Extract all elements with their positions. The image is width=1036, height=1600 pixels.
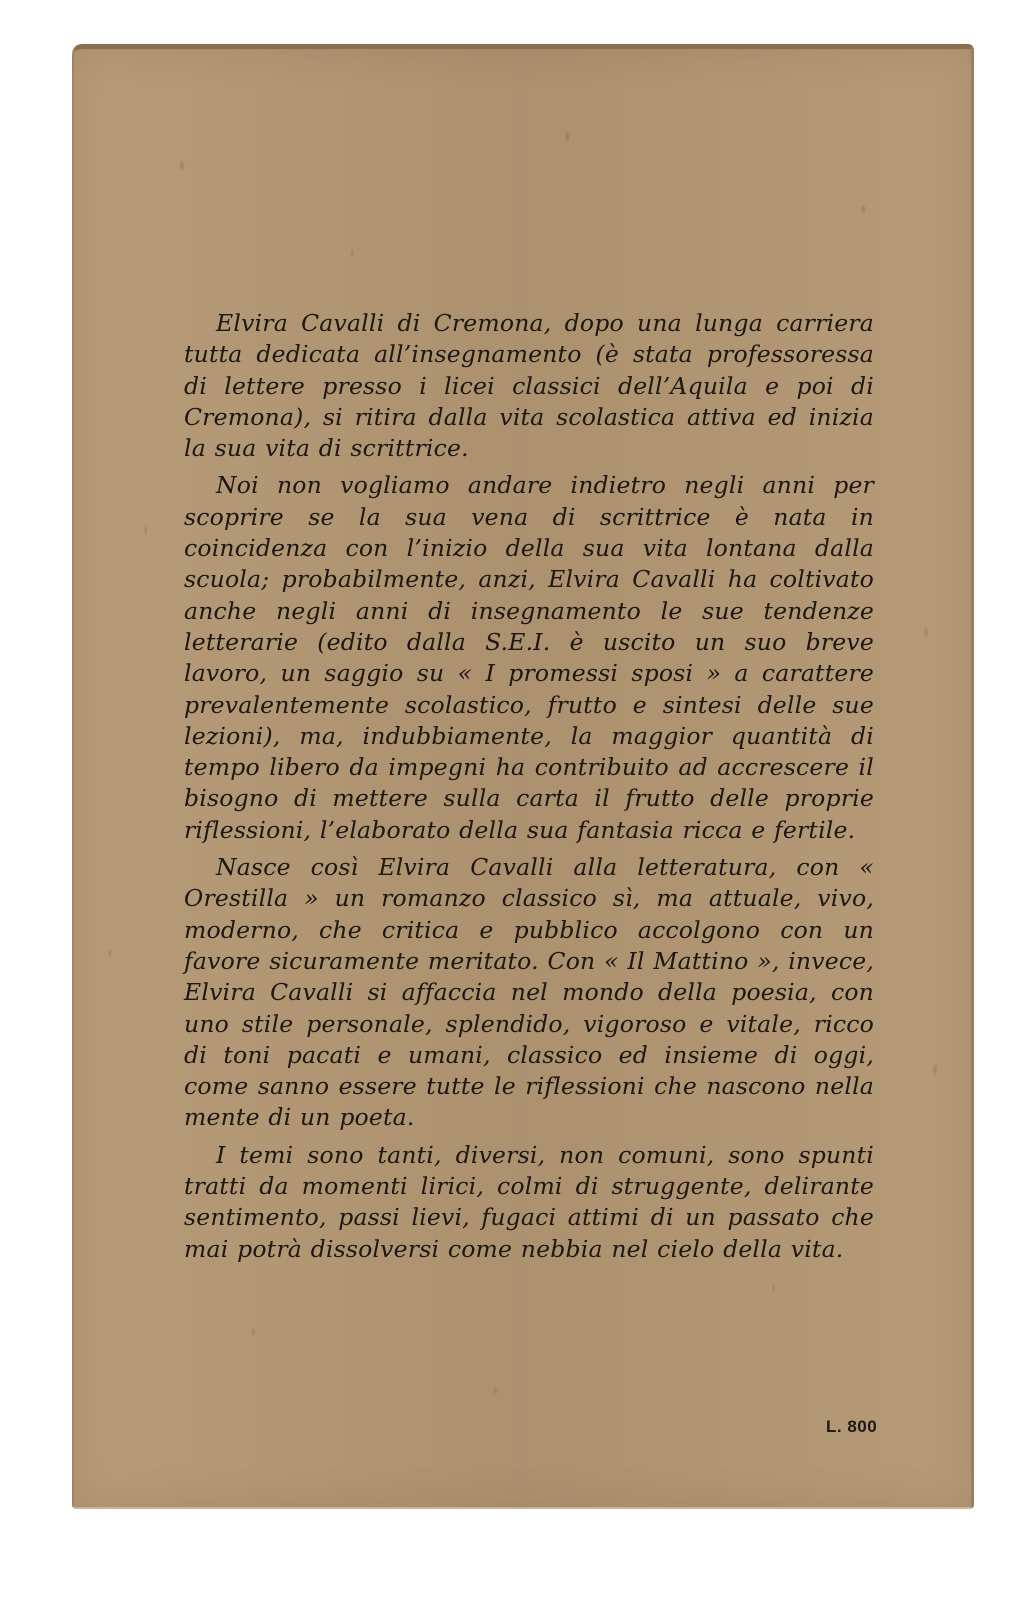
cover-blurb (184, 308, 874, 1265)
price-label: L. 800 (826, 1417, 878, 1436)
paragraph-biography: Elvira Cavalli di Cremona, dopo una lunga carriera tutta dedicata all’insegnamento (è stata professoressa di lettere presso i licei classici dell’Aquila e poi di Cremona), si ritira dalla vita scolastica attiva ed inizia la sua vita di scrittrice. (184, 309, 874, 463)
paragraph-works: Nasce così Elvira Cavalli alla letteratura, con « Orestilla » un romanzo classico sì, ma attuale, vivo, moderno, che critica e pubblico accolgono con un favore sicuramente meritato. Con « Il Mattino », invece, Elvira Cavalli si affaccia nel mondo della poesia, con uno stile personale, splendido, vigoroso e vitale, ricco di toni pacati e umani, classico ed insieme di oggi, come sanno essere tutte le riflessioni che nascono nella mente di un poeta. (184, 853, 874, 1132)
paragraph-themes: I temi sono tanti, diversi, non comuni, sono spunti tratti da momenti lirici, colmi di struggente, delirante sentimento, passi lievi, fugaci attimi di un passato che mai potrà dissolversi come nebbia nel cielo della vita. (184, 1140, 874, 1263)
paragraph-writing-origins: Noi non vogliamo andare indietro negli anni per scoprire se la sua vena di scrittrice è nata in coincidenza con l’inizio della sua vita lontana dalla scuola; probabilmente, anzi, Elvira Cavalli ha coltivato anche negli anni di insegnamento le sue tendenze letterarie (edito dalla S.E.I. è uscito un suo breve lavoro, un saggio su « I promessi sposi » a carattere prevalentemente scolastico, frutto e sintesi delle sue lezioni), ma, indubbiamente, la maggior quantità di tempo libero da impegni ha contribuito ad accrescere il bisogno di mettere sulla carta il frutto delle proprie riflessioni, l’elaborato della sua fantasia ricca e fertile. (184, 471, 874, 844)
